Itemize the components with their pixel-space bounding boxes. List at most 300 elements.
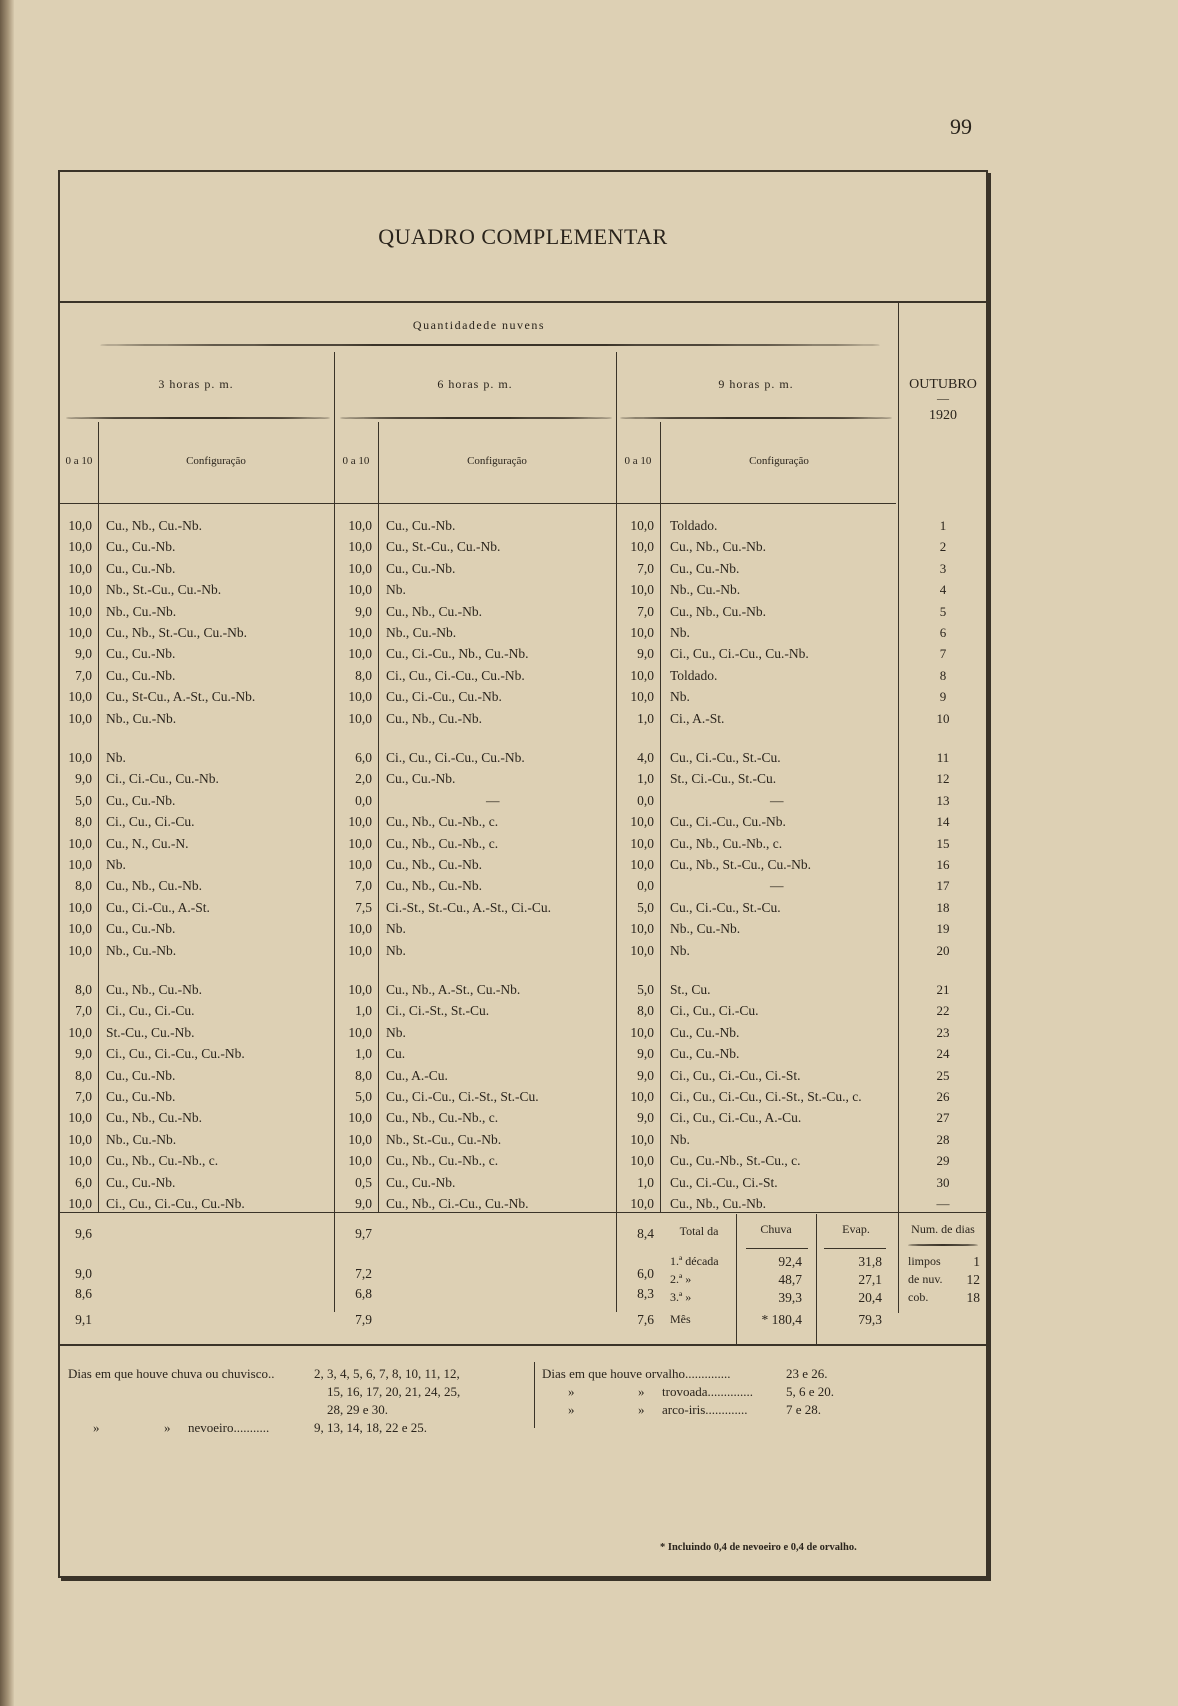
col-divider-3pm xyxy=(98,422,99,1212)
page-number: 99 xyxy=(950,114,972,139)
config-6pm: Cu., Cu.-Nb. xyxy=(386,1174,456,1190)
value-3pm: 10,0 xyxy=(68,603,92,619)
value-6pm: 10,0 xyxy=(348,625,372,640)
value-9pm: 10,0 xyxy=(630,835,654,851)
config-6pm: — xyxy=(486,792,500,808)
value-9pm: 9,0 xyxy=(637,1067,654,1083)
days-count-label: cob. xyxy=(908,1290,929,1304)
config-3pm: Cu., Nb., Cu.-Nb., c. xyxy=(106,1153,219,1169)
value-9pm: 9,0 xyxy=(637,1046,654,1062)
value-6pm: 10,0 xyxy=(348,814,372,830)
config-9pm: Cu., Cu.-Nb., St.-Cu., c. xyxy=(670,1153,801,1169)
config-3pm: Cu., Cu.-Nb. xyxy=(106,1089,176,1104)
value-6pm: 10,0 xyxy=(348,518,372,533)
average-decade: 9,1 xyxy=(75,1312,92,1327)
summary-header-chuva: Chuva xyxy=(760,1222,792,1236)
days-count-label: de nuv. xyxy=(908,1272,943,1286)
value-9pm: 10,0 xyxy=(630,582,654,598)
value-6pm: 8,0 xyxy=(355,667,372,683)
value-3pm: 7,0 xyxy=(75,1003,92,1019)
value-3pm: 10,0 xyxy=(68,560,92,576)
config-6pm: Cu., Nb., Cu.-Nb., c. xyxy=(386,1153,499,1169)
config-3pm: Ci., Cu., Ci.-Cu. xyxy=(106,814,195,830)
config-3pm: Ci., Cu., Ci.-Cu., Cu.-Nb. xyxy=(106,1196,245,1211)
config-9pm: Ci., Cu., Ci.-Cu., Ci.-St., St.-Cu., c. xyxy=(670,1089,862,1104)
config-3pm: Cu., Cu.-Nb. xyxy=(106,667,176,683)
config-6pm: Ci., Cu., Ci.-Cu., Cu.-Nb. xyxy=(386,667,525,683)
value-9pm: 7,0 xyxy=(637,603,654,619)
day-number: 22 xyxy=(936,1003,950,1019)
value-9pm: 10,0 xyxy=(630,1131,654,1147)
value-6pm: 10,0 xyxy=(348,1153,372,1169)
config-3pm: Nb., Cu.-Nb. xyxy=(106,603,177,619)
day-number: 2 xyxy=(939,539,947,555)
value-3pm: 10,0 xyxy=(68,857,92,872)
average-total: 8,4 xyxy=(637,1226,654,1241)
value-6pm: 0,0 xyxy=(355,792,372,808)
value-6pm: 6,0 xyxy=(355,750,372,765)
summary-evap: 27,1 xyxy=(858,1272,882,1287)
summary-row-label: 1.ª década xyxy=(670,1254,719,1268)
value-3pm: 10,0 xyxy=(68,582,92,598)
config-3pm: Cu., Nb., Cu.-Nb. xyxy=(106,518,203,533)
summary-evap: 79,3 xyxy=(858,1312,882,1327)
config-6pm: Cu., Ci.-Cu., Nb., Cu.-Nb. xyxy=(386,646,529,662)
value-6pm: 10,0 xyxy=(348,560,372,576)
group-rule-9pm xyxy=(620,417,892,419)
value-3pm: 10,0 xyxy=(68,689,92,705)
period-dash: — xyxy=(937,391,949,405)
subtitle: Quantidadede nuvens xyxy=(412,318,546,332)
config-9pm: Ci., Cu., Ci.-Cu. xyxy=(670,1003,759,1019)
value-3pm: 10,0 xyxy=(68,942,92,958)
value-3pm: 10,0 xyxy=(68,518,92,533)
value-9pm: 10,0 xyxy=(630,921,654,937)
value-9pm: 10,0 xyxy=(630,1153,654,1169)
config-6pm: Cu., Nb., Cu.-Nb. xyxy=(386,857,483,872)
rain-days-line-3: 28, 29 e 30. xyxy=(327,1402,389,1417)
group-rule-3pm xyxy=(66,417,330,419)
rainbow-quote-2: » xyxy=(638,1402,645,1417)
value-9pm: 10,0 xyxy=(630,667,654,683)
config-6pm: Nb., Cu.-Nb. xyxy=(386,625,457,640)
day-number: 19 xyxy=(936,921,950,937)
config-9pm: — xyxy=(770,792,784,808)
dew-days-label: Dias em que houve orvalho.............. xyxy=(542,1366,731,1381)
config-9pm: Ci., Cu., Ci.-Cu., Cu.-Nb. xyxy=(670,646,809,662)
day-number: 30 xyxy=(936,1174,950,1190)
value-3pm: 9,0 xyxy=(75,646,92,662)
summary-chuva: 92,4 xyxy=(778,1254,802,1269)
group-rule-6pm xyxy=(340,417,612,419)
page-title: QUADRO COMPLEMENTAR xyxy=(378,224,668,249)
config-3pm: St.-Cu., Cu.-Nb. xyxy=(106,1024,195,1040)
summary-row-label: 2.ª » xyxy=(670,1272,692,1286)
average-decade: 8,3 xyxy=(637,1286,654,1301)
config-9pm: Ci., Cu., Ci.-Cu., Ci.-St. xyxy=(670,1067,801,1083)
config-3pm: Cu., Cu.-Nb. xyxy=(106,1174,176,1190)
config-6pm: Ci., Ci.-St., St.-Cu. xyxy=(386,1003,490,1019)
value-3pm: 10,0 xyxy=(68,710,92,726)
config-6pm: Cu., Ci.-Cu., Ci.-St., St.-Cu. xyxy=(386,1089,539,1104)
value-6pm: 1,0 xyxy=(355,1046,372,1062)
days-count-label: limpos xyxy=(908,1254,941,1268)
config-3pm: Cu., St-Cu., A.-St., Cu.-Nb. xyxy=(106,689,256,705)
scale-header-3pm: 0 a 10 xyxy=(65,455,93,467)
fog-quote-2: » xyxy=(164,1420,171,1435)
scale-header-6pm: 0 a 10 xyxy=(342,455,370,467)
config-9pm: St., Cu. xyxy=(670,982,711,997)
config-3pm: Nb., Cu.-Nb. xyxy=(106,710,177,726)
value-3pm: 9,0 xyxy=(75,1046,92,1062)
summary-chuva: * 180,4 xyxy=(761,1312,802,1327)
config-9pm: Cu., Nb., St.-Cu., Cu.-Nb. xyxy=(670,857,812,872)
average-decade: 6,0 xyxy=(637,1266,654,1281)
config-3pm: Cu., Cu.-Nb. xyxy=(106,539,176,555)
value-9pm: 9,0 xyxy=(637,1110,654,1126)
value-9pm: 8,0 xyxy=(637,1003,654,1019)
config-6pm: Cu., Nb., Cu.-Nb., c. xyxy=(386,835,499,851)
day-number: 6 xyxy=(939,625,947,640)
value-6pm: 5,0 xyxy=(355,1089,372,1104)
value-9pm: 10,0 xyxy=(630,1089,654,1104)
value-3pm: 8,0 xyxy=(75,814,92,830)
summary-rule-evap xyxy=(824,1248,886,1249)
config-9pm: Cu., Nb., Cu.-Nb. xyxy=(670,603,767,619)
config-9pm: Toldado. xyxy=(670,667,718,683)
value-3pm: 8,0 xyxy=(75,982,92,997)
period-month: OUTUBRO xyxy=(909,377,977,392)
value-9pm: 4,0 xyxy=(637,750,654,765)
config-9pm: Cu., Ci.-Cu., St.-Cu. xyxy=(670,899,781,915)
average-decade: 8,6 xyxy=(75,1286,92,1301)
config-6pm: Cu., Nb., Cu.-Nb., c. xyxy=(386,814,499,830)
day-number: 1 xyxy=(939,518,947,533)
value-9pm: 7,0 xyxy=(637,560,654,576)
config-3pm: Ci., Cu., Ci.-Cu., Cu.-Nb. xyxy=(106,1046,245,1062)
value-3pm: 6,0 xyxy=(75,1174,92,1190)
value-3pm: 10,0 xyxy=(68,1196,92,1211)
config-9pm: Toldado. xyxy=(670,518,718,533)
average-decade: 7,2 xyxy=(355,1266,372,1281)
value-9pm: 5,0 xyxy=(637,982,654,997)
value-6pm: 9,0 xyxy=(355,603,372,619)
config-6pm: Nb. xyxy=(386,582,406,598)
day-number: 25 xyxy=(936,1067,950,1083)
value-3pm: 10,0 xyxy=(68,835,92,851)
day-number: 11 xyxy=(936,750,950,765)
value-6pm: 10,0 xyxy=(348,582,372,598)
value-9pm: 5,0 xyxy=(637,899,654,915)
config-6pm: Cu., Cu.-Nb. xyxy=(386,560,456,576)
day-number: 14 xyxy=(936,814,950,830)
days-count-header: Num. de dias xyxy=(911,1222,975,1236)
group-label-3pm: 3 horas p. m. xyxy=(158,377,234,391)
thunder-quote-2: » xyxy=(638,1384,645,1399)
average-decade: 7,6 xyxy=(637,1312,654,1327)
rain-days-label: Dias em que houve chuva ou chuvisco.. xyxy=(68,1366,275,1381)
config-9pm: — xyxy=(770,878,784,894)
config-header-3pm: Configuração xyxy=(186,455,246,467)
day-number: 27 xyxy=(936,1110,950,1126)
value-9pm: 10,0 xyxy=(630,942,654,958)
config-9pm: Ci., Cu., Ci.-Cu., A.-Cu. xyxy=(670,1110,802,1126)
value-6pm: 10,0 xyxy=(348,835,372,851)
value-3pm: 10,0 xyxy=(68,1131,92,1147)
config-6pm: Nb. xyxy=(386,942,406,958)
value-9pm: 10,0 xyxy=(630,1024,654,1040)
value-9pm: 10,0 xyxy=(630,689,654,705)
config-9pm: Nb. xyxy=(670,1131,690,1147)
day-number: 21 xyxy=(936,982,950,997)
summary-chuva: 39,3 xyxy=(778,1290,802,1305)
value-9pm: 10,0 xyxy=(630,814,654,830)
day-number: 18 xyxy=(936,899,950,915)
config-9pm: St., Ci.-Cu., St.-Cu. xyxy=(670,771,777,787)
table-frame xyxy=(58,170,988,1578)
average-total: 9,6 xyxy=(75,1226,92,1241)
summary-header-total: Total da xyxy=(679,1224,719,1238)
day-number: 8 xyxy=(939,667,947,683)
config-3pm: Cu., Nb., Cu.-Nb. xyxy=(106,1110,203,1126)
config-3pm: Nb., St.-Cu., Cu.-Nb. xyxy=(106,582,222,598)
config-6pm: Cu., Cu.-Nb. xyxy=(386,518,456,533)
value-3pm: 9,0 xyxy=(75,771,92,787)
value-9pm: 10,0 xyxy=(630,518,654,533)
value-6pm: 10,0 xyxy=(348,689,372,705)
config-6pm: Cu., A.-Cu. xyxy=(386,1067,448,1083)
config-6pm: Cu., Nb., Ci.-Cu., Cu.-Nb. xyxy=(386,1196,529,1211)
config-9pm: Nb., Cu.-Nb. xyxy=(670,921,741,937)
summary-row-label: Mês xyxy=(670,1312,691,1326)
config-3pm: Cu., Cu.-Nb. xyxy=(106,792,176,808)
group-label-9pm: 9 horas p. m. xyxy=(718,377,794,391)
config-9pm: Cu., Nb., Cu.-Nb. xyxy=(670,1196,767,1211)
config-9pm: Ci., A.-St. xyxy=(670,710,725,726)
config-6pm: Nb. xyxy=(386,1024,406,1040)
value-3pm: 8,0 xyxy=(75,878,92,894)
subtitle-rule xyxy=(100,344,880,346)
col-divider-6pm xyxy=(378,422,379,1212)
config-6pm: Nb. xyxy=(386,921,406,937)
average-decade: 6,8 xyxy=(355,1286,372,1301)
day-number: 15 xyxy=(936,835,950,851)
config-3pm: Cu., Cu.-Nb. xyxy=(106,1067,176,1083)
config-9pm: Nb., Cu.-Nb. xyxy=(670,582,741,598)
value-6pm: 9,0 xyxy=(355,1196,372,1211)
config-6pm: Cu., Nb., Cu.-Nb. xyxy=(386,710,483,726)
config-3pm: Cu., Cu.-Nb. xyxy=(106,921,176,937)
value-6pm: 10,0 xyxy=(348,942,372,958)
day-number: — xyxy=(936,1196,950,1211)
value-3pm: 8,0 xyxy=(75,1067,92,1083)
value-9pm: 9,0 xyxy=(637,646,654,662)
config-6pm: Nb., St.-Cu., Cu.-Nb. xyxy=(386,1131,502,1147)
value-6pm: 1,0 xyxy=(355,1003,372,1019)
value-9pm: 0,0 xyxy=(637,792,654,808)
rainbow-quote-1: » xyxy=(568,1402,575,1417)
config-6pm: Cu., Cu.-Nb. xyxy=(386,771,456,787)
value-3pm: 10,0 xyxy=(68,921,92,937)
config-9pm: Cu., Nb., Cu.-Nb., c. xyxy=(670,835,783,851)
dew-days: 23 e 26. xyxy=(786,1366,828,1381)
value-9pm: 10,0 xyxy=(630,625,654,640)
config-3pm: Ci., Cu., Ci.-Cu. xyxy=(106,1003,195,1019)
day-number: 7 xyxy=(939,646,947,662)
footnote: * Incluindo 0,4 de nevoeiro e 0,4 de orvalho. xyxy=(660,1542,857,1553)
value-3pm: 10,0 xyxy=(68,899,92,915)
config-3pm: Cu., Cu.-Nb. xyxy=(106,560,176,576)
value-3pm: 10,0 xyxy=(68,539,92,555)
config-6pm: Cu., St.-Cu., Cu.-Nb. xyxy=(386,539,501,555)
value-9pm: 10,0 xyxy=(630,857,654,872)
value-3pm: 10,0 xyxy=(68,750,92,765)
days-count-value: 12 xyxy=(966,1272,980,1287)
day-number: 24 xyxy=(936,1046,950,1062)
day-number: 17 xyxy=(936,878,950,894)
config-3pm: Cu., N., Cu.-N. xyxy=(106,835,189,851)
day-number: 23 xyxy=(936,1024,950,1040)
title-divider xyxy=(60,301,986,303)
col-divider-9pm xyxy=(660,422,661,1212)
config-header-6pm: Configuração xyxy=(467,455,527,467)
config-3pm: Ci., Ci.-Cu., Cu.-Nb. xyxy=(106,771,219,787)
days-count-value: 18 xyxy=(966,1290,980,1305)
day-number: 26 xyxy=(936,1089,950,1104)
period-year: 1920 xyxy=(929,408,957,423)
fog-days-label: nevoeiro........... xyxy=(188,1420,270,1435)
config-9pm: Cu., Cu.-Nb. xyxy=(670,560,740,576)
averages-divider xyxy=(60,1212,986,1213)
config-3pm: Cu., Nb., St.-Cu., Cu.-Nb. xyxy=(106,625,248,640)
day-number: 29 xyxy=(936,1153,950,1169)
day-number: 5 xyxy=(939,603,947,619)
config-6pm: Cu., Nb., Cu.-Nb. xyxy=(386,878,483,894)
config-6pm: Cu., Ci.-Cu., Cu.-Nb. xyxy=(386,689,502,705)
value-9pm: 1,0 xyxy=(637,710,654,726)
day-number: 3 xyxy=(939,560,947,576)
config-6pm: Ci.-St., St.-Cu., A.-St., Ci.-Cu. xyxy=(386,899,552,915)
config-9pm: Cu., Cu.-Nb. xyxy=(670,1024,740,1040)
value-6pm: 10,0 xyxy=(348,1024,372,1040)
value-3pm: 10,0 xyxy=(68,625,92,640)
config-9pm: Nb. xyxy=(670,942,690,958)
average-decade: 9,0 xyxy=(75,1266,92,1281)
value-3pm: 7,0 xyxy=(75,667,92,683)
day-number: 16 xyxy=(936,857,950,872)
summary-rule-chuva xyxy=(746,1248,808,1249)
group-label-6pm: 6 horas p. m. xyxy=(437,377,513,391)
value-9pm: 10,0 xyxy=(630,1196,654,1211)
value-9pm: 10,0 xyxy=(630,539,654,555)
value-3pm: 5,0 xyxy=(75,792,92,808)
rain-days-line-1: 2, 3, 4, 5, 6, 7, 8, 10, 11, 12, xyxy=(314,1366,460,1381)
config-6pm: Cu., Nb., A.-St., Cu.-Nb. xyxy=(386,982,521,997)
summary-row-label: 3.ª » xyxy=(670,1290,692,1304)
value-6pm: 10,0 xyxy=(348,710,372,726)
summary-header-evap: Evap. xyxy=(842,1222,870,1236)
period-divider xyxy=(898,303,899,1313)
day-number: 13 xyxy=(936,792,950,808)
config-header-9pm: Configuração xyxy=(749,455,809,467)
summary-evap: 31,8 xyxy=(858,1254,882,1269)
value-6pm: 8,0 xyxy=(355,1067,372,1083)
value-3pm: 7,0 xyxy=(75,1089,92,1104)
config-6pm: Ci., Cu., Ci.-Cu., Cu.-Nb. xyxy=(386,750,525,765)
value-6pm: 10,0 xyxy=(348,921,372,937)
days-count-rule xyxy=(908,1244,978,1246)
config-3pm: Nb., Cu.-Nb. xyxy=(106,942,177,958)
day-number: 4 xyxy=(939,582,947,598)
value-6pm: 7,0 xyxy=(355,878,372,894)
fog-quote-1: » xyxy=(93,1420,100,1435)
config-3pm: Nb., Cu.-Nb. xyxy=(106,1131,177,1147)
day-number: 12 xyxy=(936,771,950,787)
value-6pm: 10,0 xyxy=(348,1131,372,1147)
config-6pm: Cu., Nb., Cu.-Nb. xyxy=(386,603,483,619)
average-decade: 7,9 xyxy=(355,1312,372,1327)
value-6pm: 7,5 xyxy=(355,899,372,915)
fog-days: 9, 13, 14, 18, 22 e 25. xyxy=(314,1420,428,1435)
config-6pm: Cu., Nb., Cu.-Nb., c. xyxy=(386,1110,499,1126)
config-9pm: Nb. xyxy=(670,689,690,705)
summary-evap: 20,4 xyxy=(858,1290,882,1305)
config-3pm: Cu., Ci.-Cu., A.-St. xyxy=(106,899,210,915)
value-9pm: 1,0 xyxy=(637,1174,654,1190)
value-9pm: 1,0 xyxy=(637,771,654,787)
config-3pm: Cu., Nb., Cu.-Nb. xyxy=(106,878,203,894)
value-6pm: 10,0 xyxy=(348,539,372,555)
scale-header-9pm: 0 a 10 xyxy=(624,455,652,467)
config-9pm: Cu., Ci.-Cu., St.-Cu. xyxy=(670,750,781,765)
value-3pm: 10,0 xyxy=(68,1024,92,1040)
footer-column-divider xyxy=(534,1362,535,1428)
config-9pm: Nb. xyxy=(670,625,690,640)
config-3pm: Nb. xyxy=(106,750,126,765)
summary-chuva: 48,7 xyxy=(778,1272,802,1287)
value-6pm: 10,0 xyxy=(348,646,372,662)
config-9pm: Cu., Ci.-Cu., Ci.-St. xyxy=(670,1174,778,1190)
header-divider xyxy=(60,503,896,504)
value-6pm: 10,0 xyxy=(348,857,372,872)
thunder-days: 5, 6 e 20. xyxy=(786,1384,835,1399)
value-6pm: 10,0 xyxy=(348,1110,372,1126)
value-6pm: 2,0 xyxy=(355,771,372,787)
days-count-value: 1 xyxy=(973,1254,980,1269)
rainbow-days: 7 e 28. xyxy=(786,1402,822,1417)
book-spine xyxy=(0,0,14,1706)
config-3pm: Cu., Cu.-Nb. xyxy=(106,646,176,662)
config-3pm: Cu., Nb., Cu.-Nb. xyxy=(106,982,203,997)
thunder-quote-1: » xyxy=(568,1384,575,1399)
value-3pm: 10,0 xyxy=(68,1110,92,1126)
day-number: 10 xyxy=(936,710,950,726)
value-3pm: 10,0 xyxy=(68,1153,92,1169)
day-number: 9 xyxy=(939,689,947,705)
config-9pm: Cu., Nb., Cu.-Nb. xyxy=(670,539,767,555)
average-total: 9,7 xyxy=(355,1226,372,1241)
config-9pm: Cu., Cu.-Nb. xyxy=(670,1046,740,1062)
config-9pm: Cu., Ci.-Cu., Cu.-Nb. xyxy=(670,814,786,830)
value-6pm: 0,5 xyxy=(355,1174,372,1190)
value-9pm: 0,0 xyxy=(637,878,654,894)
day-number: 20 xyxy=(936,942,950,958)
config-6pm: Cu. xyxy=(386,1046,406,1062)
group-divider-1 xyxy=(334,352,335,1312)
thunder-days-label: trovoada.............. xyxy=(662,1384,753,1399)
footer-divider xyxy=(60,1344,986,1346)
value-6pm: 10,0 xyxy=(348,982,372,997)
